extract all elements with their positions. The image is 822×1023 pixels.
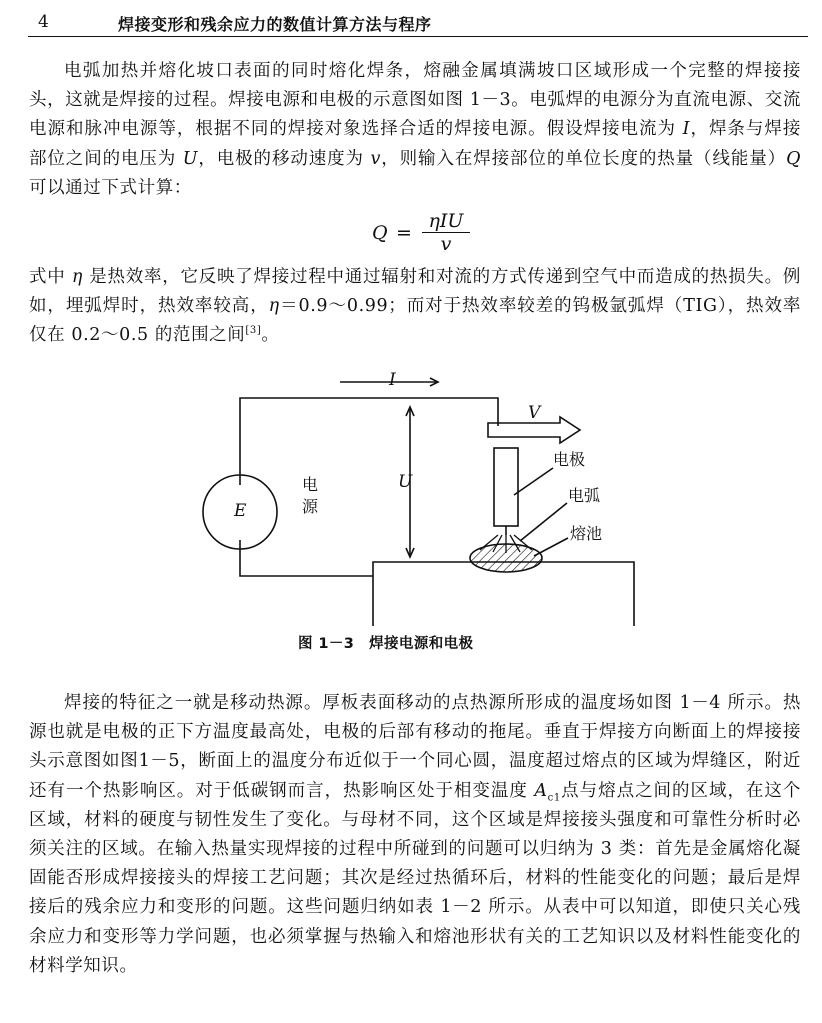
electrode-leader xyxy=(514,468,553,495)
paragraph-text: ，电极的移动速度为 xyxy=(198,148,371,169)
power-source-label: 源 xyxy=(302,497,319,516)
paragraph-text: 点与熔点之间的区域，在这个区域，材料的硬度与韧性发生了变化。与母材不同，这个区域是焊接接头强度和可靠性分析时必须关注的区域。在输入热量实现焊接的过程中所碰到的问题可以归纳为 3 类：首先是金属熔化凝固能否形成焊接接头的焊接工艺问题；其次是经过热循环后，材料的性能变化的问题；最后是焊接后的残余应力和变形的问题。这些问题归纳如表 1－2 所示。从表中可以知道，即使只关心残余应力和变形等力学问题，也必须掌握与热输入和熔池形状有关的工艺知识以及材料性能变化的材料学知识。 xyxy=(29,780,801,976)
symbol-efficiency: η xyxy=(71,267,83,287)
page-header xyxy=(28,8,808,37)
electrode-label: 电极 xyxy=(553,450,586,469)
citation: [3] xyxy=(245,325,262,337)
symbol-voltage: U xyxy=(182,148,199,169)
paragraph-text: 。 xyxy=(261,325,280,346)
equation-equals: = xyxy=(396,222,412,244)
page-number: 4 xyxy=(38,12,49,32)
voltage-label: U xyxy=(398,472,413,492)
symbol-subscript: c1 xyxy=(547,792,561,804)
equation-numerator: ηIU xyxy=(422,210,470,233)
equation-fraction xyxy=(422,210,470,255)
symbol-heat-input: Q xyxy=(786,148,802,169)
paragraph-text: ，焊条与焊接部位之间的电压为 xyxy=(29,119,801,169)
paragraph-text: 是热效率，它反映了焊接过程中通过辐射和对流的方式传递到空气中而造成的热损失。例如，埋弧焊时，热效率较高， xyxy=(29,267,801,317)
symbol-efficiency: η xyxy=(268,296,280,317)
paragraph-text: ，则输入在焊接部位的单位长度的热量（线能量） xyxy=(380,148,787,169)
paragraph-text: ＝0.9～0.99；而对于热效率较差的钨极氩弧焊（TIG），热效率仅在 0.2～0.5 的范围之间 xyxy=(29,296,801,346)
figure-welding-source-electrode xyxy=(0,370,822,660)
current-label: I xyxy=(389,370,396,390)
equation-denominator: v xyxy=(440,233,452,255)
circuit-wire xyxy=(240,540,373,576)
paragraph-welding-process xyxy=(29,57,801,203)
arc-label: 电弧 xyxy=(568,486,601,505)
heat-input-equation xyxy=(372,210,482,258)
paragraph-text: 焊接的特征之一就是移动热源。厚板表面移动的点热源所形成的温度场如图 1－4 所示。热源也就是电极的正下方温度最高处，电极的后部有移动的拖尾。垂直于焊接方向断面上的焊接接头示意图如图1－5，断面上的温度分布近似于一个同心圆，温度超过熔点的区域为焊缝区，附近还有一个热影响区。对于低碳钢而言，热影响区处于相变温度 xyxy=(29,693,801,801)
running-title: 焊接变形和残余应力的数值计算方法与程序 xyxy=(118,15,432,34)
arc-leader xyxy=(520,503,567,541)
weld-pool-label: 熔池 xyxy=(570,524,603,543)
weld-pool xyxy=(470,544,542,572)
paragraph-text: 可以通过下式计算： xyxy=(29,177,192,198)
electrode-holder xyxy=(494,448,518,526)
symbol-velocity: v xyxy=(370,148,381,169)
symbol-transformation-temperature: A xyxy=(534,780,548,801)
equation-lhs: Q xyxy=(372,222,388,244)
paragraph-text: 式中 xyxy=(29,267,72,287)
circuit-wire xyxy=(240,398,498,485)
figure-caption: 图 1－3 焊接电源和电极 xyxy=(298,636,474,652)
welding-circuit-diagram xyxy=(0,370,822,660)
velocity-label: V xyxy=(528,403,541,423)
paragraph-text: 电弧加热并熔化坡口表面的同时熔化焊条，熔融金属填满坡口区域形成一个完整的焊接接头，这就是焊接的过程。焊接电源和电极的示意图如图 1－3。电弧焊的电源分为直流电源、交流电源和脉冲电源等，根据不同的焊接对象选择合适的焊接电源。假设焊接电流为 xyxy=(29,61,801,140)
symbol-current: I xyxy=(682,119,691,140)
power-source-symbol-label: E xyxy=(234,501,247,521)
power-source-label: 电 xyxy=(302,475,319,494)
paragraph-thermal-efficiency xyxy=(29,263,801,351)
paragraph-moving-heat-source xyxy=(29,689,801,981)
